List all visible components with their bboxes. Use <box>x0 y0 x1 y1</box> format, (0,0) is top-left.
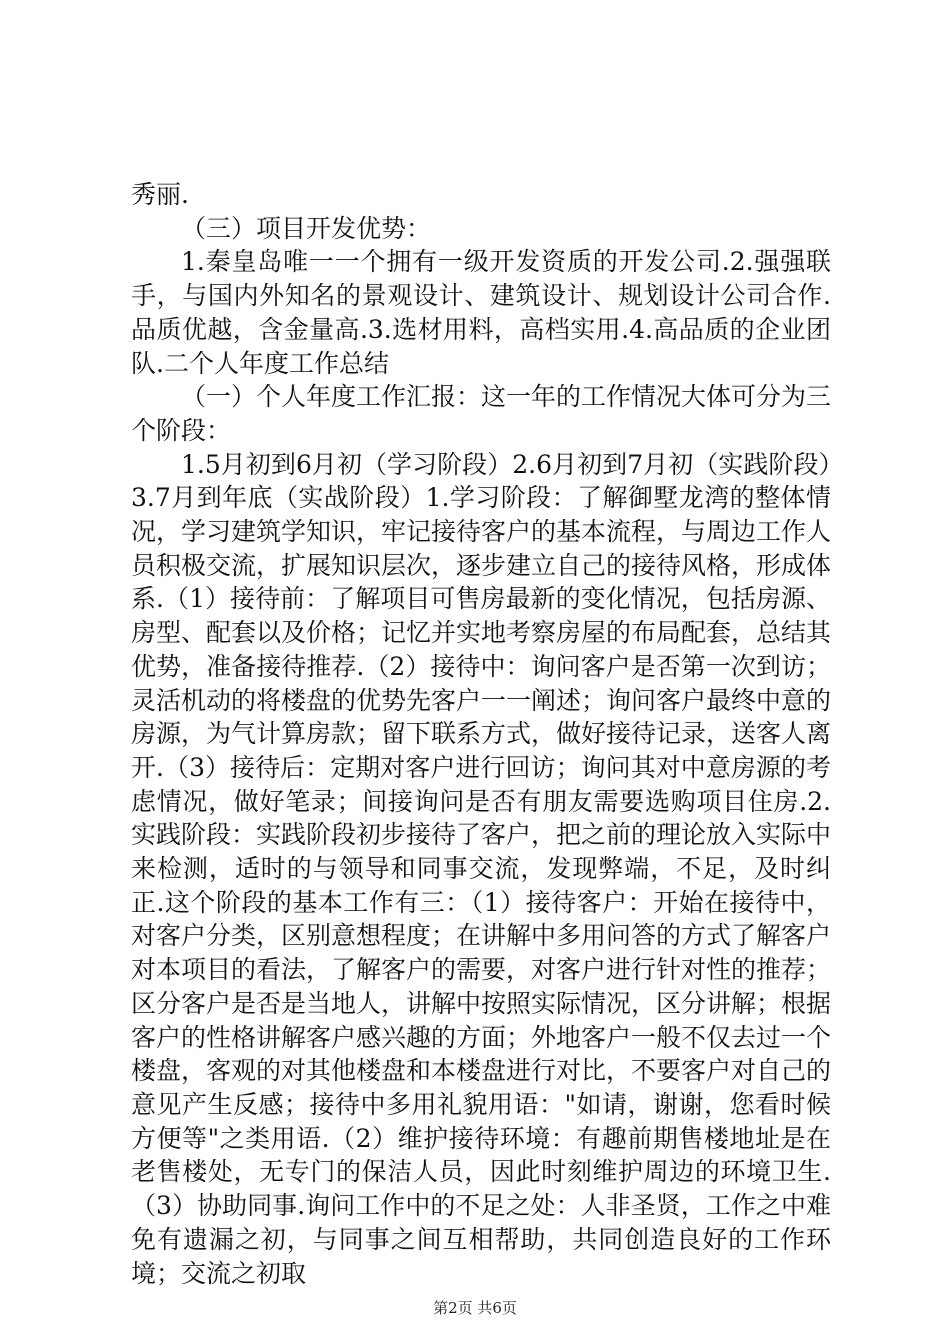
page-footer <box>0 1298 950 1318</box>
page-number-label: 第2页 共6页 <box>433 1299 517 1317</box>
paragraph-continuation: 秀丽. <box>131 180 189 209</box>
paragraph-advantages-list: 1.秦皇岛唯一一个拥有一级开发资质的开发公司.2.强强联手，与国内外知名的景观设计、建筑设计、规划设计公司合作.品质优越，含金量高.3.选材用料，高档实用.4.高品质的企业团队.二个人年度工作总结 <box>131 247 831 378</box>
paragraph-work-stages: 1.5月初到6月初（学习阶段）2.6月初到7月初（实践阶段）3.7月到年底（实战阶段）1.学习阶段：了解御墅龙湾的整体情况，学习建筑学知识，牢记接待客户的基本流程，与周边工作人员积极交流，扩展知识层次，逐步建立自己的接待风格，形成体系.（1）接待前：了解项目可售房最新的变化情况，包括房源、房型、配套以及价格；记忆并实地考察房屋的布局配套，总结其优势，准备接待推荐.（2）接待中：询问客户是否第一次到访；灵活机动的将楼盘的优势先客户一一阐述；询问客户最终中意的房源，为气计算房款；留下联系方式，做好接待记录，送客人离开.（3）接待后：定期对客户进行回访；询问其对中意房源的考虑情况，做好笔录；间接询问是否有朋友需要选购项目住房.2.实践阶段：实践阶段初步接待了客户，把之前的理论放入实际中来检测，适时的与领导和同事交流，发现弊端，不足，及时纠正.这个阶段的基本工作有三：（1）接待客户：开始在接待中，对客户分类，区别意想程度；在讲解中多用问答的方式了解客户对本项目的看法，了解客户的需要，对客户进行针对性的推荐；区分客户是否是当地人，讲解中按照实际情况，区分讲解；根据客户的性格讲解客户感兴趣的方面；外地客户一般不仅去过一个楼盘，客观的对其他楼盘和本楼盘进行对比，不要客户对自己的意见产生反感；接待中多用礼貌用语："如请，谢谢，您看时候方便等"之类用语.（2）维护接待环境：有趣前期售楼地址是在老售楼处，无专门的保洁人员，因此时刻维护周边的环境卫生.（3）协助同事.询问工作中的不足之处：人非圣贤，工作之中难免有遗漏之初，与同事之间互相帮助，共同创造良好的工作环境；交流之初取 <box>131 449 832 1288</box>
section-heading-project-advantages: （三）项目开发优势： <box>181 213 432 243</box>
document-body <box>131 178 831 1290</box>
section-heading-annual-report: （一）个人年度工作汇报：这一年的工作情况大体可分为三个阶段： <box>131 382 832 445</box>
